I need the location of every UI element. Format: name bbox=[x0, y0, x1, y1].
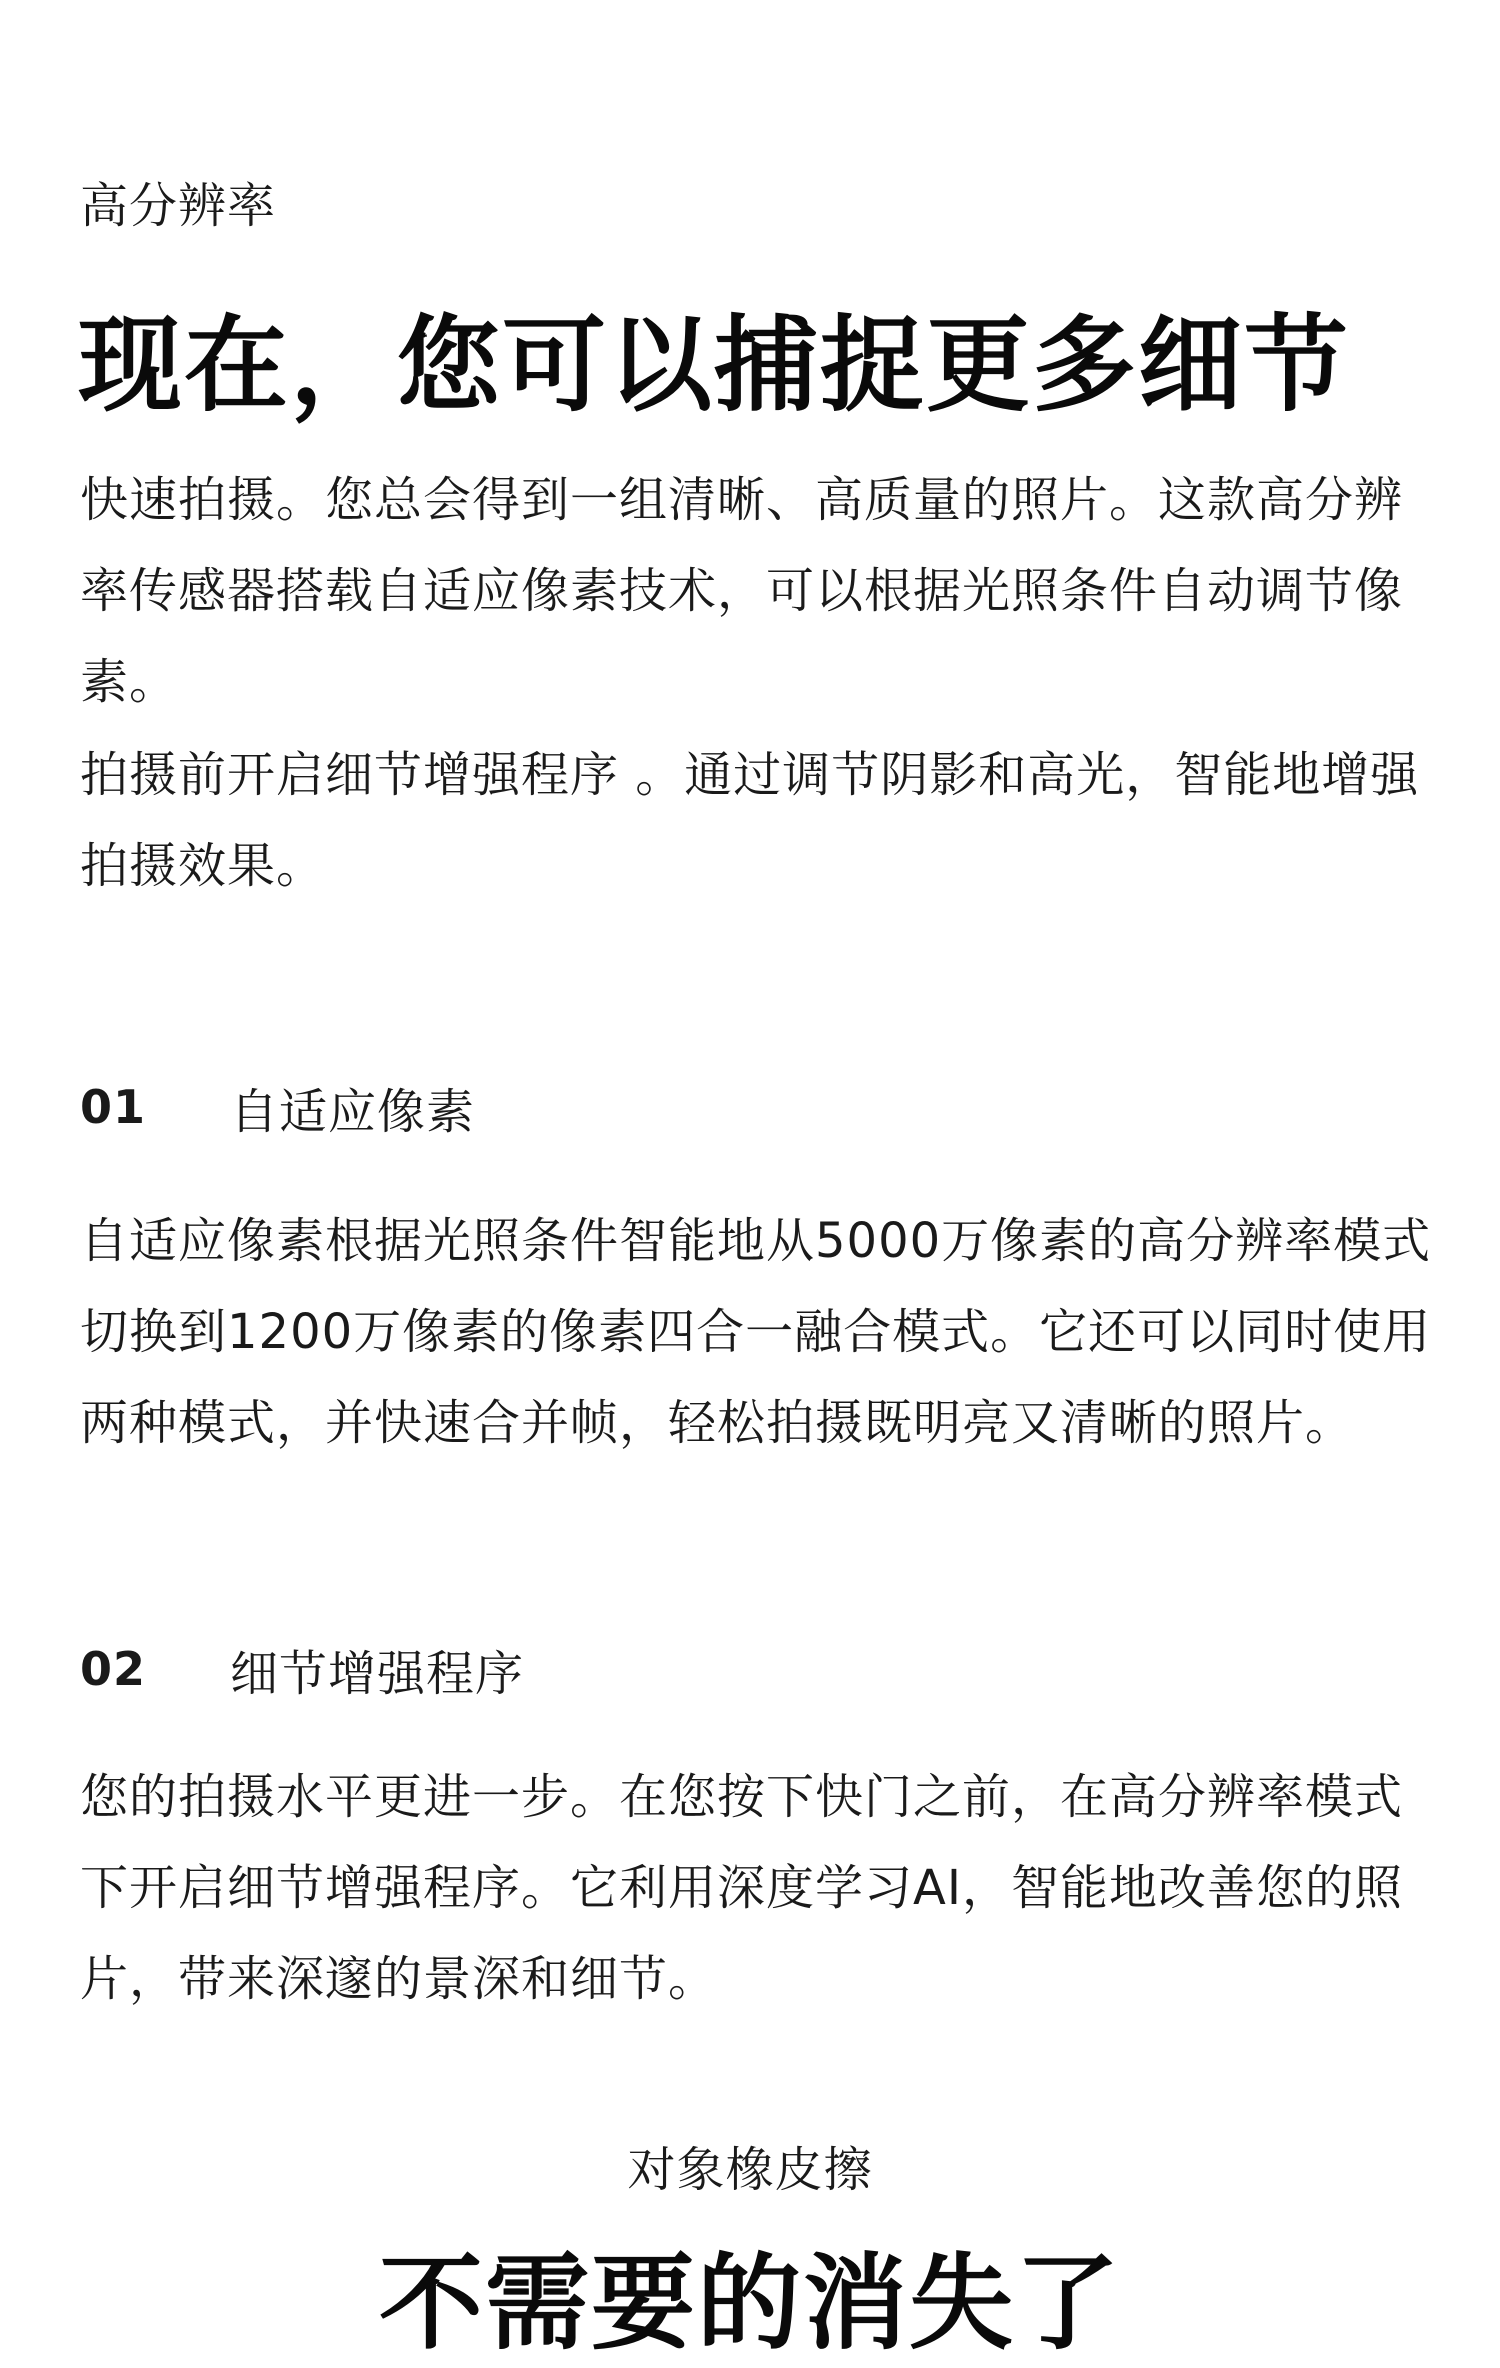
section-eyebrow-object-eraser: 对象橡皮擦 bbox=[627, 2142, 873, 2198]
intro-paragraph: 拍摄前开启细节增强程序 。通过调节阴影和高光，智能地增强拍摄效果。 bbox=[80, 747, 1420, 894]
section-headline: 现在，您可以捕捉更多细节 bbox=[78, 304, 1351, 426]
feature-heading-adaptive-pixel bbox=[80, 1072, 475, 1142]
feature-number: 01 bbox=[80, 1080, 147, 1134]
feature-heading-detail-enhancer bbox=[80, 1634, 524, 1704]
feature-number: 02 bbox=[80, 1642, 147, 1696]
feature-title: 细节增强程序 bbox=[230, 1645, 525, 1702]
feature-title: 自适应像素 bbox=[230, 1083, 476, 1140]
feature-description: 您的拍摄水平更进一步。在您按下快门之前，在高分辨率模式下开启细节增强程序。它利用深度学习AI，智能地改善您的照片，带来深邃的景深和细节。 bbox=[80, 1769, 1404, 2007]
section-eyebrow-high-resolution: 高分辨率 bbox=[80, 178, 277, 234]
feature-description: 自适应像素根据光照条件智能地从5000万像素的高分辨率模式切换到1200万像素的像素四合一融合模式。它还可以同时使用两种模式，并快速合并帧，轻松拍摄既明亮又清晰的照片。 bbox=[80, 1213, 1432, 1451]
section-headline-object-eraser: 不需要的消失了 bbox=[378, 2242, 1121, 2364]
intro-paragraph: 快速拍摄。您总会得到一组清晰、高质量的照片。这款高分辨率传感器搭载自适应像素技术，可以根据光照条件自动调节像素。 bbox=[80, 472, 1404, 710]
